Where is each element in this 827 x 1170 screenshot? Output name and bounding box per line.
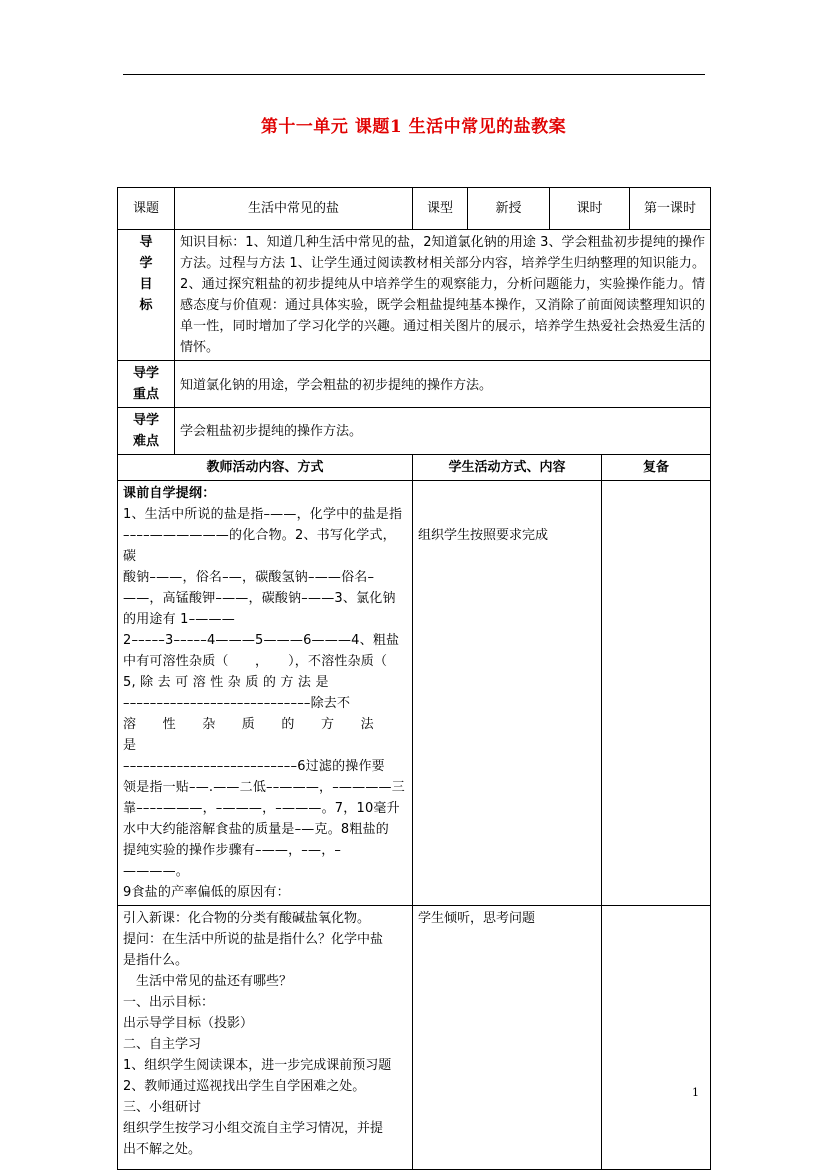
preview-line: ——，高锰酸钾–——，碳酸钠–——3、氯化钠 xyxy=(123,591,396,606)
intro-line: 二、自主学习 xyxy=(123,1037,202,1052)
preview-line: 溶 性 杂 质 的 方 法 是 xyxy=(123,717,401,753)
goals-label-char: 标 xyxy=(139,298,153,313)
focus-label: 导学 重点 xyxy=(118,361,175,408)
preview-line: ––––––––––––––––––––––––––6过滤的操作要 xyxy=(123,759,385,774)
preview-student-text: 组织学生按照要求完成 xyxy=(418,528,549,543)
type-value: 新授 xyxy=(468,188,550,230)
preview-line: 1、生活中所说的盐是指–——，化学中的盐是指 xyxy=(123,507,403,522)
preview-line: ––––——————的化合物。2、书写化学式，碳 xyxy=(123,528,396,564)
intro-line: 组织学生按学习小组交流自主学习情况，并提 xyxy=(123,1121,384,1136)
preview-review-cell xyxy=(602,481,711,906)
preview-line: 2–––––3–––––4———5———6———4、粗盐 xyxy=(123,633,400,648)
intro-line: 生活中常见的盐还有哪些？ xyxy=(123,974,293,989)
teacher-column-header: 教师活动内容、方式 xyxy=(118,455,413,481)
preview-row xyxy=(118,481,711,906)
preview-student-cell xyxy=(413,481,602,906)
intro-student-cell xyxy=(413,906,602,1170)
hour-label: 课时 xyxy=(550,188,630,230)
goals-label xyxy=(118,230,175,361)
difficulty-row xyxy=(118,408,711,455)
intro-line: 2、教师通过巡视找出学生自学困难之处。 xyxy=(123,1079,366,1094)
intro-line: 一、出示目标： xyxy=(123,995,215,1010)
preview-line: ––––––––––––––––––––––––––––除去不 xyxy=(123,696,351,711)
topic-row xyxy=(118,188,711,230)
goals-text: 知识目标：1、知道几种生活中常见的盐，2知道氯化钠的用途 3、学会粗盐初步提纯的操作方法。过程与方法 1、让学生通过阅读教材相关部分内容，培养学生归纳整理的知识能力。2、通过探究粗盐的初步提纯从中培养学生的观察能力，分析问题能力，实验操作能力。情感态度与价值观：通过具体实验，既学会粗盐提纯基本操作，又消除了前面阅读整理知识的单一性，同时增加了学习化学的兴趣。通过相关图片的展示，培养学生热爱社会热爱生活的情怀。 xyxy=(175,230,711,361)
lesson-plan-table xyxy=(117,187,711,1170)
preview-line: 中有可溶性杂质（ ， ），不溶性杂质（ xyxy=(123,654,388,669)
goals-row xyxy=(118,230,711,361)
preview-line: 领是指一贴–—.——二低––———，–————三 xyxy=(123,780,405,795)
intro-line: 三、小组研讨 xyxy=(123,1100,202,1115)
activity-header-row xyxy=(118,455,711,481)
header-rule xyxy=(123,74,705,75)
topic-value: 生活中常见的盐 xyxy=(175,188,413,230)
intro-review-cell xyxy=(602,906,711,1170)
intro-line: 出不解之处。 xyxy=(123,1142,202,1157)
topic-label: 课题 xyxy=(118,188,175,230)
intro-line: 引入新课：化合物的分类有酸碱盐氧化物。 xyxy=(123,911,371,926)
preview-cell xyxy=(118,481,413,906)
preview-line: 9食盐的产率偏低的原因有： xyxy=(123,885,290,900)
page-number: 1 xyxy=(692,1086,699,1099)
preview-line: 提纯实验的操作步骤有–——，–—，–————。 xyxy=(123,843,342,879)
goals-label-char: 学 xyxy=(139,256,153,271)
preview-line: 酸钠–——，俗名–—，碳酸氢钠–——俗名– xyxy=(123,570,375,585)
preview-line: 的用途有 1–——— xyxy=(123,612,235,627)
intro-line: 提问：在生活中所说的盐是指什么？化学中盐 xyxy=(123,932,384,947)
preview-line: 靠––––———，–———，–———。7，10毫升 xyxy=(123,801,400,816)
preview-line: 水中大约能溶解食盐的质量是–—克。8粗盐的 xyxy=(123,822,389,837)
difficulty-text: 学会粗盐初步提纯的操作方法。 xyxy=(175,408,711,455)
goals-label-char: 导 xyxy=(139,235,153,250)
focus-row xyxy=(118,361,711,408)
intro-line: 出示导学目标（投影） xyxy=(123,1016,254,1031)
intro-student-text: 学生倾听，思考问题 xyxy=(418,911,536,926)
hour-value: 第一课时 xyxy=(630,188,711,230)
focus-text: 知道氯化钠的用途，学会粗盐的初步提纯的操作方法。 xyxy=(175,361,711,408)
student-column-header: 学生活动方式、内容 xyxy=(413,455,602,481)
document-title: 第十一单元 课题1 生活中常见的盐教案 xyxy=(260,117,567,137)
preview-line: 5, 除 去 可 溶 性 杂 质 的 方 法 是 xyxy=(123,675,329,690)
preview-title: 课前自学提纲： xyxy=(123,486,216,501)
intro-row xyxy=(118,906,711,1170)
intro-line: 1、组织学生阅读课本，进一步完成课前预习题 xyxy=(123,1058,392,1073)
goals-label-char: 目 xyxy=(139,277,153,292)
intro-line: 是指什么。 xyxy=(123,953,189,968)
difficulty-label: 导学 难点 xyxy=(118,408,175,455)
intro-cell xyxy=(118,906,413,1170)
review-column-header: 复备 xyxy=(602,455,711,481)
type-label: 课型 xyxy=(413,188,468,230)
